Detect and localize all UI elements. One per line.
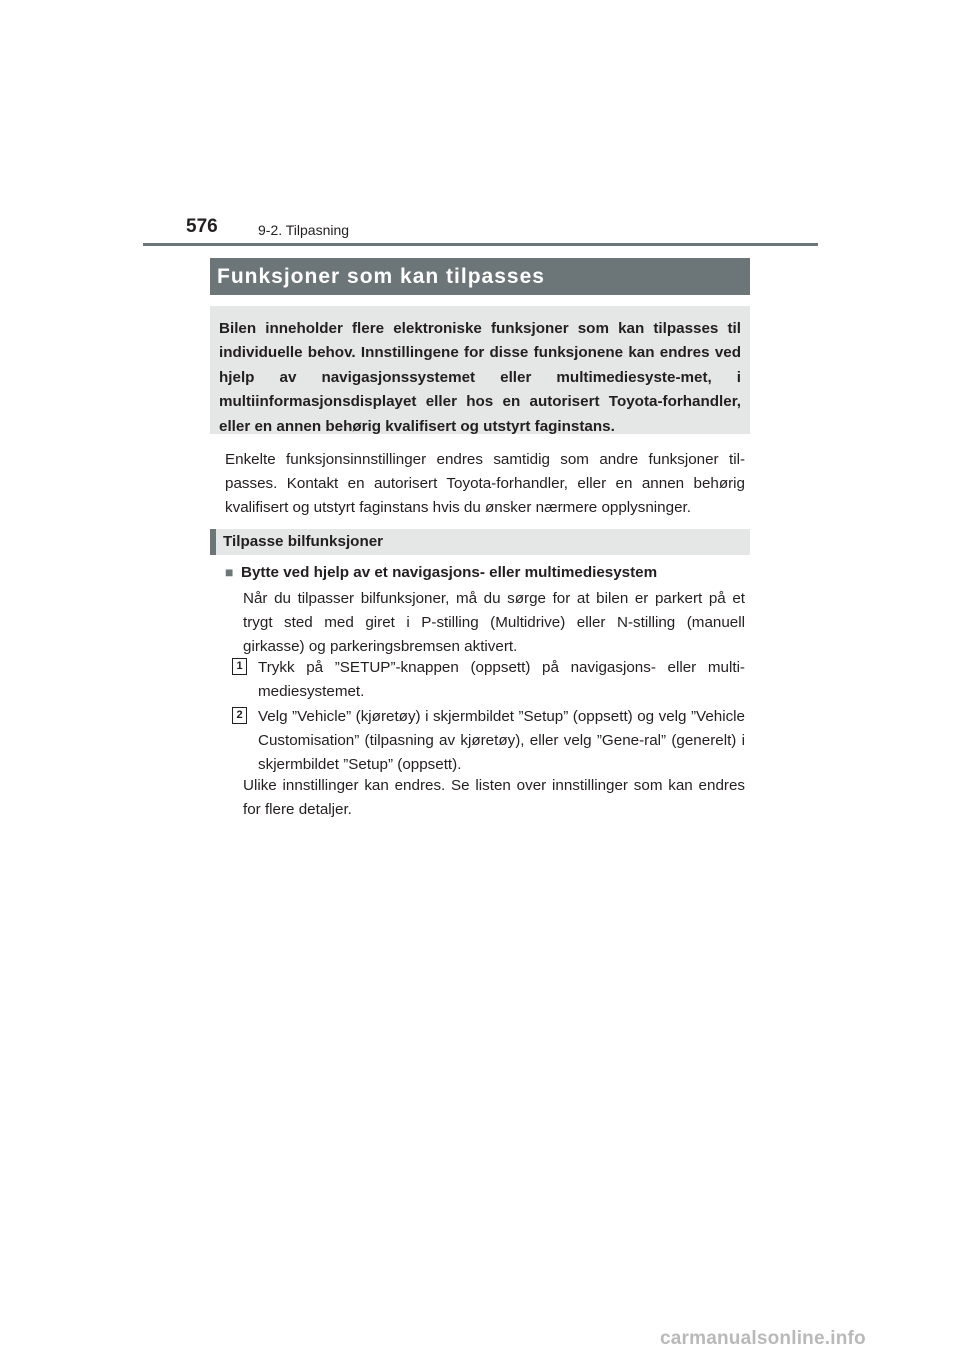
step-text: Trykk på ”SETUP”-knappen (oppsett) på navigasjons- eller multi-mediesystemet. [258,659,745,700]
body-paragraph: Enkelte funksjonsinnstillinger endres samtidig som andre funksjoner til-passes. Kontakt en autorisert Toyota-forhandler, eller en annen behørig kvalifisert og utstyrt faginstans hvis du ønsker nærmere opplysninger. [225,451,745,516]
subsection-title: Tilpasse bilfunksjoner [223,533,384,550]
step-1 [232,656,745,704]
subsection-header [210,529,750,555]
bullet-heading [225,561,755,584]
section-label: 9-2. Tilpasning [258,222,350,238]
intro-box [210,306,750,434]
closing-paragraph: Ulike innstillinger kan endres. Se listen over innstillinger som kan endres for flere detaljer. [243,777,745,818]
instruction-paragraph: Når du tilpasser bilfunksjoner, må du sørge for at bilen er parkert på et trygt sted med giret i P-stilling (Multidrive) eller N-stilling (manuell girkasse) og parkeringsbremsen aktivert. [243,590,745,655]
watermark: carmanualsonline.info [660,1328,866,1349]
step-text: Velg ”Vehicle” (kjøretøy) i skjermbildet ”Setup” (oppsett) og velg ”Vehicle Customisation” (tilpasning av kjøretøy), eller velg ”Gene-ral” (generelt) i skjermbildet ”Setup” (oppsett). [258,708,745,773]
page-title-bar [210,258,750,295]
bullet-heading-text: Bytte ved hjelp av et navigasjons- eller multimediesystem [241,564,658,581]
step-2 [232,705,745,777]
step-number-badge: 2 [232,707,247,724]
intro-text: Bilen inneholder flere elektroniske funksjoner som kan tilpasses til individuelle behov. Innstillingene for disse funksjonene kan endres ved hjelp av navigasjonssystemet eller multimediesyste-met, i multiinformasjonsdisplayet eller hos en autorisert Toyota-forhandler, eller en annen behørig kvalifisert og utstyrt faginstans. [219,320,741,435]
step-number-badge: 1 [232,658,247,675]
square-bullet-icon: ■ [225,564,234,580]
header-divider [143,243,818,246]
page-title: Funksjoner som kan tilpasses [217,265,545,288]
page-number: 576 [186,216,218,237]
